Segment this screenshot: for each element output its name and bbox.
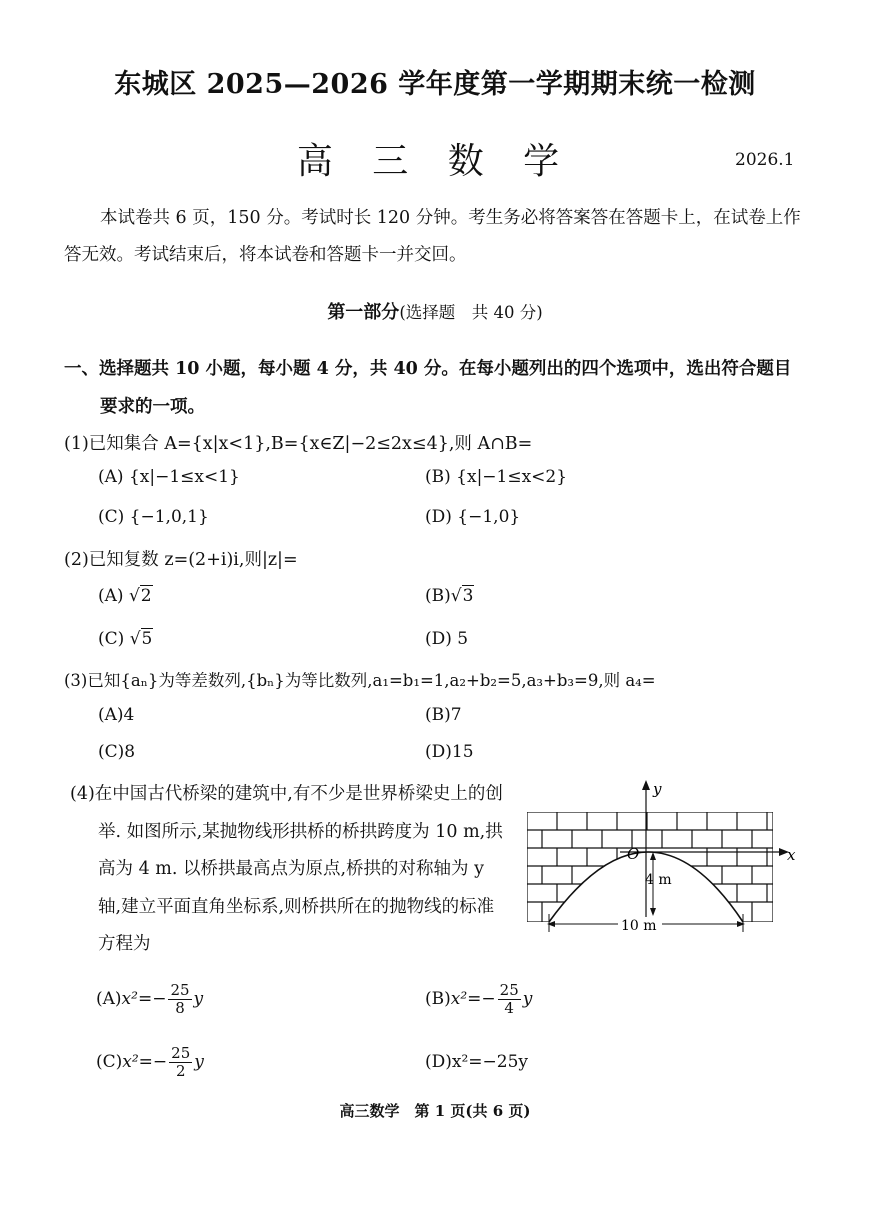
sqrt-symbol: √5: [129, 629, 153, 649]
fraction: $\frac{25}{8}$: [170, 981, 190, 1017]
q2-option-d: (D) 5: [425, 629, 469, 649]
q1-stem: (1)已知集合 A={x|x<1},B={x∈Z|−2≤2x≤4},则 A∩B=: [64, 434, 533, 454]
height-arrow-top: [650, 852, 656, 860]
sqrt-symbol: √2: [128, 586, 152, 606]
q4-option-c: (C)x²=− $\frac{25}{2}$ y: [96, 1044, 204, 1080]
q1-option-c: (C) {−1,0,1}: [98, 507, 209, 527]
y-axis-arrow: [642, 780, 650, 790]
q4-stem: (4)在中国古代桥梁的建筑中,有不少是世界桥梁史上的创举. 如图所示,某抛物线形拱桥的桥拱跨度为 10 m,拱高为 4 m. 以桥拱最高点为原点,桥拱的对称轴为 y 轴,建立平面直角坐标系,则桥拱所在的抛物线的标准方程为: [70, 784, 503, 954]
span-label: 10 m: [621, 918, 657, 934]
q1-option-b: (B) {x|−1≤x<2}: [425, 467, 568, 487]
part-title: [0, 298, 870, 324]
page-footer: 高三数学 第 1 页(共 6 页): [339, 1102, 531, 1120]
exam-title: 东城区 2025—2026 学年度第一学期期末统一检测: [114, 69, 756, 100]
y-axis-label: y: [653, 780, 662, 798]
x-axis-label: x: [787, 846, 796, 864]
part-title-main: 第一部分: [327, 302, 400, 323]
height-arrow-bottom: [650, 908, 656, 916]
q2-stem: (2)已知复数 z=(2+i)i,则|z|=: [64, 550, 298, 570]
height-label: 4 m: [645, 872, 672, 888]
part-title-sub: (选择题 共 40 分): [399, 303, 543, 322]
exam-date: 2026.1: [735, 150, 795, 170]
q1-option-a: (A) {x|−1≤x<1}: [98, 467, 240, 487]
q3-stem: (3)已知{aₙ}为等差数列,{bₙ}为等比数列,a₁=b₁=1,a₂+b₂=5,a₃+b₃=9,则 a₄=: [64, 671, 656, 690]
q1-option-d: (D) {−1,0}: [425, 507, 521, 527]
q3-option-d: (D)15: [425, 742, 474, 762]
q2-option-a: (A) √2: [98, 586, 152, 606]
q3-option-a: (A)4: [98, 705, 135, 725]
q4-option-d: (D)x²=−25y: [425, 1052, 529, 1072]
q2-option-b: (B)√3: [425, 586, 474, 606]
q3-option-c: (C)8: [98, 742, 136, 762]
section-instruction: 一、选择题共 10 小题，每小题 4 分，共 40 分。在每小题列出的四个选项中，选出符合题目要求的一项。: [64, 359, 792, 417]
brick-wall: [527, 812, 773, 922]
q2-option-c: (C) √5: [98, 629, 153, 649]
exam-instructions: 本试卷共 6 页，150 分。考试时长 120 分钟。考生务必将答案答在答题卡上，在试卷上作答无效。考试结束后，将本试卷和答题卡一并交回。: [64, 208, 801, 265]
origin-label: O: [627, 845, 640, 863]
fraction: $\frac{25}{2}$: [171, 1044, 191, 1080]
q4-option-a: (A)x²=− $\frac{25}{8}$ y: [96, 981, 204, 1017]
q3-option-b: (B)7: [425, 705, 462, 725]
fraction: $\frac{25}{4}$: [499, 981, 519, 1017]
arch-bridge-figure: [525, 778, 805, 938]
subject-title: 高 三 数 学: [296, 141, 574, 182]
q4-option-b: (B)x²=− $\frac{25}{4}$ y: [425, 981, 533, 1017]
sqrt-symbol: √3: [450, 586, 474, 606]
